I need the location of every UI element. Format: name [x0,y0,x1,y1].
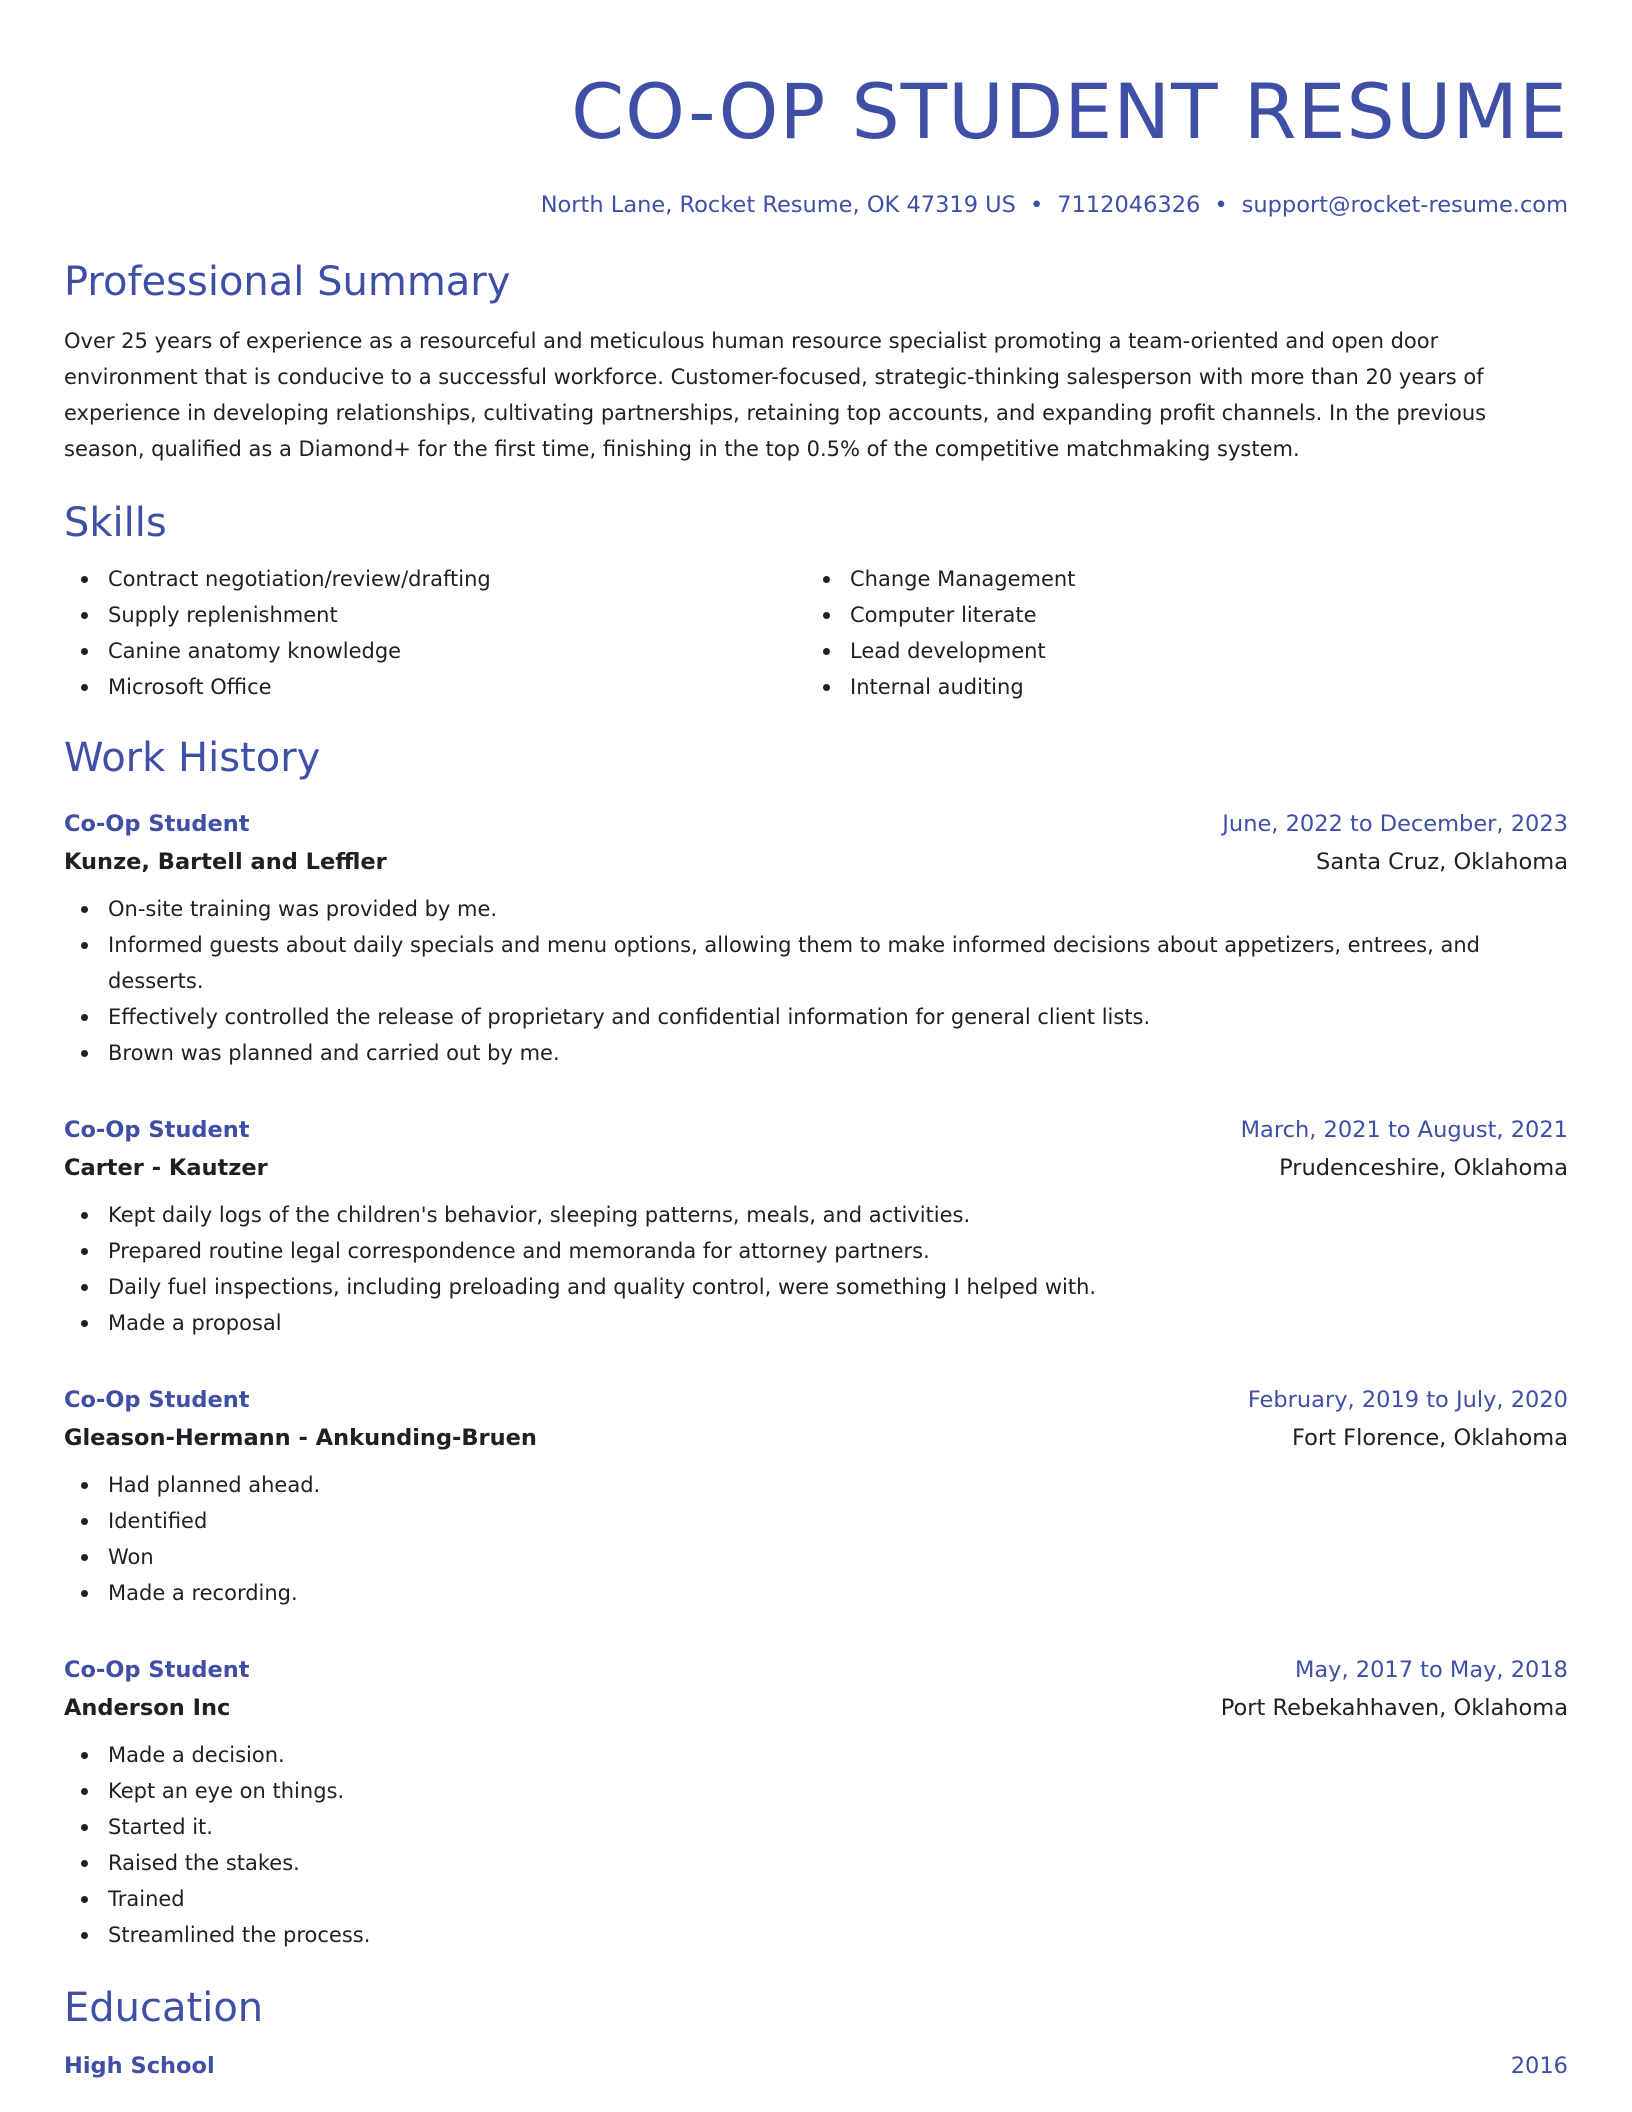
job-bullet: Trained [64,1881,1568,1917]
resume-header [64,58,1568,220]
skill-item: Canine anatomy knowledge [64,633,806,669]
contact-address: North Lane, Rocket Resume, OK 47319 US [540,192,1016,218]
education-section [64,1983,1568,2085]
education-entry [64,2047,1568,2085]
job-bullet: On-site training was provided by me. [64,891,1568,927]
work-history-section [64,733,1568,1953]
education-heading: Education [64,1985,264,2031]
job-bullet: Streamlined the process. [64,1917,1568,1953]
contact-separator: • [1029,192,1044,218]
skill-item: Computer literate [806,597,1548,633]
job-bullet: Won [64,1539,1568,1575]
job-location: Port Rebekahhaven, Oklahoma [1220,1695,1568,1721]
education-degree: High School [64,2053,215,2079]
contact-separator: • [1214,192,1228,218]
job-entry [64,805,1568,1071]
skills-column-left [64,561,806,705]
job-bullet: Prepared routine legal correspondence and memoranda for attorney partners. [64,1233,1568,1269]
job-bullet: Informed guests about daily specials and menu options, allowing them to make informed decisions about appetizers, entrees, and desserts. [64,927,1568,999]
job-dates: June, 2022 to December, 2023 [1222,811,1568,837]
job-location: Fort Florence, Oklahoma [1292,1425,1568,1451]
job-bullet: Started it. [64,1809,1568,1845]
job-bullet: Kept an eye on things. [64,1773,1568,1809]
job-entry [64,1381,1568,1611]
job-dates: February, 2019 to July, 2020 [1247,1387,1568,1413]
resume-title: CO-OP STUDENT RESUME [571,67,1568,156]
job-bullet: Brown was planned and carried out by me. [64,1035,1568,1071]
education-year: 2016 [1510,2053,1568,2079]
job-title: Co-Op Student [64,1387,250,1413]
skill-item: Internal auditing [806,669,1548,705]
job-company: Carter - Kautzer [64,1155,268,1181]
skills-column-right [806,561,1548,705]
job-dates: May, 2017 to May, 2018 [1294,1657,1568,1683]
skill-item: Microsoft Office [64,669,806,705]
job-bullet: Made a recording. [64,1575,1568,1611]
job-company: Gleason-Hermann - Ankunding-Bruen [64,1425,537,1451]
job-company: Kunze, Bartell and Leffler [64,849,387,875]
contact-email[interactable]: support@rocket-resume.com [1241,192,1568,218]
contact-line [64,190,1568,220]
contact-phone[interactable]: 7112046326 [1057,192,1201,218]
skill-item: Lead development [806,633,1548,669]
skill-item: Change Management [806,561,1548,597]
job-bullet: Made a proposal [64,1305,1568,1341]
job-location: Santa Cruz, Oklahoma [1316,849,1568,875]
skill-item: Contract negotiation/review/drafting [64,561,806,597]
skills-grid [64,561,1568,705]
job-entry [64,1651,1568,1953]
job-bullet: Daily fuel inspections, including preloading and quality control, were something I helped with. [64,1269,1568,1305]
job-bullet: Kept daily logs of the children's behavior, sleeping patterns, meals, and activities. [64,1197,1568,1233]
skills-heading: Skills [64,500,167,546]
job-bullet: Raised the stakes. [64,1845,1568,1881]
job-bullet: Made a decision. [64,1737,1568,1773]
summary-section [64,257,1568,467]
summary-text: Over 25 years of experience as a resourceful and meticulous human resource specialist promoting a team-oriented and open door environment that is conducive to a successful workforce. Customer-focused, strategic-thinking salesperson with more than 20 years of experience in developing relationships, cultivating partnerships, retaining top accounts, and expanding profit channels. In the previous season, qualified as a Diamond+ for the first time, finishing in the top 0.5% of the competitive matchmaking system. [64,329,1487,461]
job-bullet: Effectively controlled the release of proprietary and confidential information for general client lists. [64,999,1568,1035]
work-history-heading: Work History [64,735,321,781]
job-dates: March, 2021 to August, 2021 [1240,1117,1568,1143]
job-bullet: Identified [64,1503,1568,1539]
job-entry [64,1111,1568,1341]
job-title: Co-Op Student [64,1117,250,1143]
job-title: Co-Op Student [64,811,250,837]
skills-section [64,498,1568,705]
job-company: Anderson Inc [64,1695,231,1721]
job-location: Prudenceshire, Oklahoma [1279,1155,1568,1181]
job-bullet: Had planned ahead. [64,1467,1568,1503]
skill-item: Supply replenishment [64,597,806,633]
summary-heading: Professional Summary [64,259,511,305]
job-title: Co-Op Student [64,1657,250,1683]
